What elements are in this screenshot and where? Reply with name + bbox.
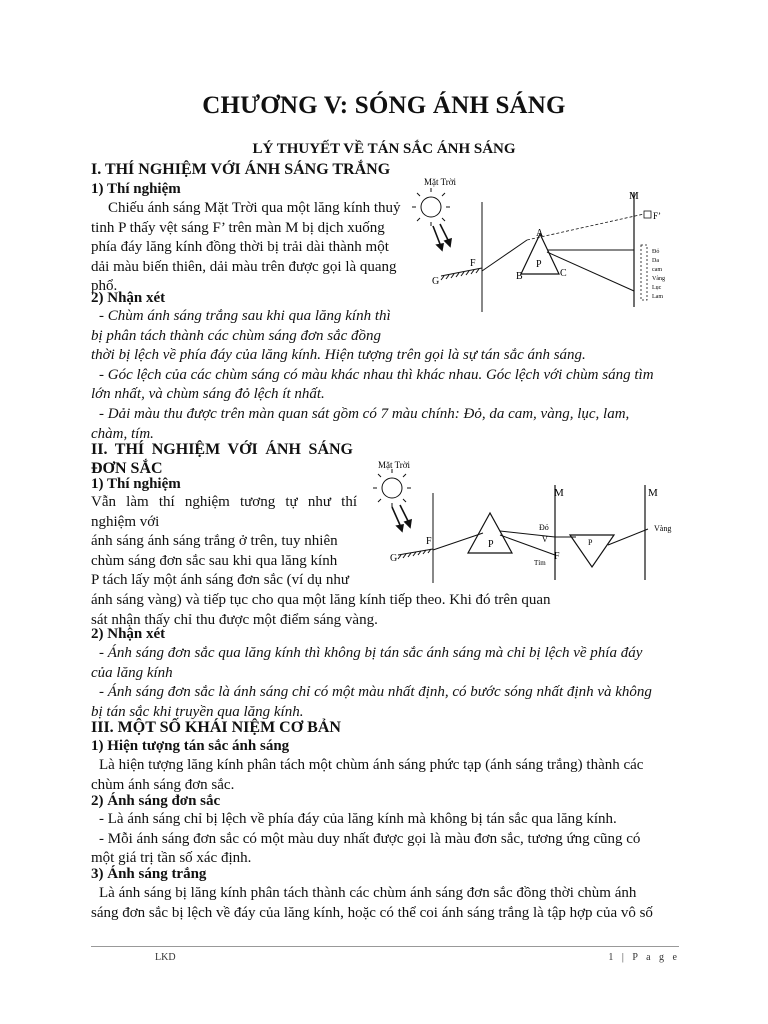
spectrum-color-1: Da xyxy=(652,258,659,264)
fig1-label-C: C xyxy=(560,268,567,279)
spectrum-color-5: Lam xyxy=(652,294,663,300)
fig2-label-F: F xyxy=(426,536,432,547)
section-3-heading: III. MỘT SỐ KHÁI NIỆM CƠ BẢN xyxy=(91,719,341,736)
spectrum-color-3: Vàng xyxy=(652,276,665,282)
fig2-label-V: V xyxy=(542,535,548,544)
page-title: CHƯƠNG V: SÓNG ÁNH SÁNG xyxy=(202,92,566,119)
section-3-sub3: 3) Ánh sáng trắng xyxy=(91,866,207,882)
page-subtitle: LÝ THUYẾT VỀ TÁN SẮC ÁNH SÁNG xyxy=(252,141,516,157)
fig1-label-Fprime: F’ xyxy=(653,211,662,221)
fig1-sun-label: Mặt Trời xyxy=(424,177,457,187)
section-3-paragraph-2: - Là ánh sáng chỉ bị lệch về phía đáy của lăng kính mà không bị tán sắc qua lăng kính. - Mỗi ánh sáng đơn sắc có một màu duy nhất được gọi là màu đơn sắc, tương ứng cũng có một giá trị tần số xác định. xyxy=(91,811,641,867)
section-2-sub1: 1) Thí nghiệm xyxy=(91,476,181,492)
fig2-label-Tim: Tím xyxy=(534,559,546,567)
section-1-heading: I. THÍ NGHIỆM VỚI ÁNH SÁNG TRẮNG xyxy=(91,161,391,178)
footer-author: LKD xyxy=(155,952,176,963)
fig1-label-B: B xyxy=(516,271,523,282)
section-3-paragraph-3: Là ánh sáng bị lăng kính phân tách thành các chùm ánh sáng đơn sắc đồng thời chùm ánh sáng đơn sắc bị lệch về đáy của lăng kính, hoặc có thể coi ánh sáng trắng là tập hợp của vô số xyxy=(91,885,653,921)
monochromatic-diagram xyxy=(370,455,690,585)
section-2-sub2: 2) Nhận xét xyxy=(91,626,166,642)
fig1-label-A: A xyxy=(536,228,544,239)
section-2-heading: II. THÍ NGHIỆM VỚI ÁNH SÁNG ĐƠN SẮC xyxy=(91,441,353,477)
spectrum-color-4: Lục xyxy=(652,285,662,291)
section-3-paragraph-1: Là hiện tượng lăng kính phân tách một chùm ánh sáng phức tạp (ánh sáng trắng) thành các chùm ánh sáng đơn sắc. xyxy=(91,757,644,793)
spectrum-color-0: Đỏ xyxy=(652,249,660,255)
fig2-label-Vang: Vàng xyxy=(654,524,672,533)
section-3-sub2: 2) Ánh sáng đơn sắc xyxy=(91,793,221,809)
section-1-sub2: 2) Nhận xét xyxy=(91,290,166,306)
footer-divider xyxy=(91,946,679,947)
sun-icon xyxy=(412,188,450,226)
fig2-label-P: P xyxy=(488,539,494,550)
fig1-label-G: G xyxy=(432,276,440,287)
fig1-label-F: F xyxy=(470,258,476,269)
section-3-sub1: 1) Hiện tượng tán sắc ánh sáng xyxy=(91,738,290,754)
fig2-sun-label: Mặt Trời xyxy=(378,460,411,470)
section-2-paragraph-bottom: ánh sáng vàng) và tiếp tục cho qua một lăng kính tiếp theo. Khi đó trên quan sát nhận thấy chỉ thu được một điểm sáng vàng. xyxy=(91,592,551,628)
dispersion-diagram-1 xyxy=(412,172,682,312)
fig2-label-M1: M xyxy=(554,487,564,499)
fig2-label-Do: Đỏ xyxy=(539,523,549,532)
fig2-label-F2: F xyxy=(554,551,560,562)
fig1-label-M: M xyxy=(629,190,639,202)
section-1-sub1: 1) Thí nghiệm xyxy=(91,181,181,197)
spectrum-band xyxy=(641,245,647,300)
spectrum-color-2: cam xyxy=(652,267,662,273)
fig1-label-P: P xyxy=(536,259,542,270)
fig2-label-M2: M xyxy=(648,487,658,499)
footer-page-number: 1 | P a g e xyxy=(608,952,680,963)
fig2-label-P2: P xyxy=(588,538,593,547)
section-1-paragraph: Chiếu ánh sáng Mặt Trời qua một lăng kính thuỷ tinh P thấy vệt sáng F’ trên màn M bị dịch xuống phía đáy lăng kính đồng thời bị trải dài thành một dải màu biến thiên, dải màu trên được gọi là quang phổ. xyxy=(91,200,401,295)
fig2-label-G: G xyxy=(390,553,398,564)
section-2-notes: - Ánh sáng đơn sắc qua lăng kính thì không bị tán sắc ánh sáng mà chỉ bị lệch về phía đáy của lăng kính - Ánh sáng đơn sắc là ánh sáng chỉ có một màu nhất định, có bước sóng nhất định và không bị tán sắc khi truyền qua lăng kính. xyxy=(91,645,652,720)
section-2-paragraph-top: Vẫn làm thí nghiệm tương tự như thí nghiệm với ánh sáng ánh sáng trắng ở trên, tuy nhiên chùm sáng đơn sắc sau khi qua lăng kính P tách lấy một ánh sáng đơn sắc (ví dụ như xyxy=(91,494,357,589)
sun-icon xyxy=(373,469,411,507)
section-1-notes: - Chùm ánh sáng trắng sau khi qua lăng kính thì bị phân tách thành các chùm sáng đơn sắc đồng thời bị lệch về phía đáy của lăng kính. Hiện tượng trên gọi là sự tán sắc ánh sáng. - Góc lệch của các chùm sáng có màu khác nhau thì khác nhau. Góc lệch với chùm sáng tìm lớn nhất, và chùm sáng đỏ lệch ít nhất. - Dải màu thu được trên màn quan sát gồm có 7 màu chính: Đỏ, da cam, vàng, lục, lam, chàm, tím. xyxy=(91,308,654,442)
